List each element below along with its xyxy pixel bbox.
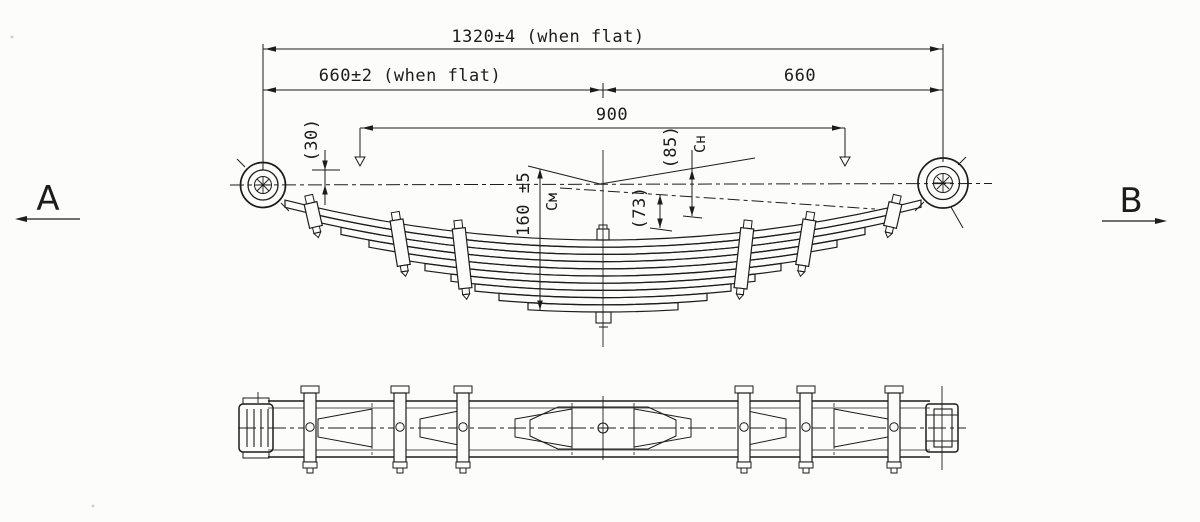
dim-free-camber-symbol: См bbox=[543, 192, 561, 212]
line bbox=[230, 184, 992, 186]
rebound-clip-part bbox=[887, 462, 901, 468]
dim-loaded-camber-symbol: Сн bbox=[691, 134, 709, 154]
load-point-markers bbox=[355, 157, 850, 166]
scan-artifacts bbox=[11, 36, 95, 508]
dim-left-half: 660±2 (when flat) bbox=[318, 66, 502, 86]
rebound-clip-part bbox=[401, 271, 409, 277]
line bbox=[683, 216, 702, 218]
dim-loaded-camber: (85) bbox=[661, 125, 681, 169]
arrowhead bbox=[605, 87, 616, 93]
side-view bbox=[237, 157, 968, 327]
line bbox=[560, 188, 875, 209]
arrowhead bbox=[322, 161, 328, 171]
arrowhead bbox=[362, 125, 373, 131]
rebound-clip-part bbox=[797, 271, 805, 277]
line bbox=[650, 228, 672, 231]
rebound-clip-part bbox=[797, 386, 815, 393]
rebound-clip-part bbox=[456, 462, 470, 468]
view-label-b: B bbox=[1119, 181, 1143, 221]
arrowhead bbox=[657, 195, 663, 205]
rebound-clip-plan bbox=[797, 386, 815, 473]
arrowhead bbox=[930, 46, 941, 52]
rebound-clip-part bbox=[314, 232, 322, 238]
rebound-clip-part bbox=[301, 386, 319, 393]
arrowhead bbox=[930, 87, 941, 93]
rebound-clip-plan bbox=[885, 386, 903, 473]
plan-view bbox=[239, 386, 958, 473]
rebound-clip-part bbox=[735, 386, 753, 393]
rebound-clip-part bbox=[390, 219, 410, 266]
rebound-clip-part bbox=[397, 468, 403, 473]
dim-right-half: 660 bbox=[783, 66, 817, 86]
dimension-and-center-lines bbox=[20, 44, 1162, 470]
dim-eye-offset: (30) bbox=[302, 118, 322, 162]
rebound-clip-plan bbox=[735, 386, 753, 473]
arrowhead bbox=[537, 169, 543, 179]
rebound-clip-plan bbox=[454, 386, 472, 473]
rebound-clip-plan bbox=[391, 386, 409, 473]
rebound-clip-plan bbox=[301, 386, 319, 473]
rebound-clip-part bbox=[391, 386, 409, 393]
dim-free-camber: 160 ±5 bbox=[514, 171, 534, 237]
arrowhead bbox=[537, 301, 543, 311]
right-spring-eye bbox=[915, 157, 968, 228]
view-direction-arrows bbox=[15, 216, 1167, 224]
arrowhead bbox=[689, 170, 695, 180]
eye-bushing-hatch bbox=[934, 174, 952, 192]
rebound-clip-part bbox=[884, 232, 892, 238]
rebound-clip-part bbox=[803, 468, 809, 473]
rebound-clip-part bbox=[736, 294, 744, 300]
rebound-clip-part bbox=[734, 228, 754, 289]
rebound-clip-part bbox=[393, 462, 407, 468]
dim-overall-length: 1320±4 (when flat) bbox=[451, 27, 645, 47]
rebound-clip-part bbox=[452, 228, 472, 289]
view-label-a: A bbox=[36, 179, 60, 219]
rebound-clip-part bbox=[885, 386, 903, 393]
arrowhead bbox=[832, 125, 843, 131]
rebound-clip-part bbox=[891, 468, 897, 473]
rebound-clip-part bbox=[463, 294, 471, 300]
rebound-clip-part bbox=[799, 462, 813, 468]
rebound-clip-part bbox=[884, 202, 902, 229]
dim-center-span: 900 bbox=[595, 105, 629, 125]
arrowhead bbox=[322, 185, 328, 195]
arrowhead bbox=[265, 87, 276, 93]
rebound-clip-part bbox=[454, 386, 472, 393]
arrowhead bbox=[689, 207, 695, 217]
dim-aux-camber: (73) bbox=[630, 186, 650, 230]
rebound-clip-part bbox=[307, 468, 313, 473]
arrowhead bbox=[265, 46, 276, 52]
arrowhead bbox=[657, 219, 663, 229]
eye-bushing-hatch bbox=[255, 177, 271, 193]
rebound-clip-part bbox=[741, 468, 747, 473]
rebound-clip-part bbox=[796, 219, 816, 266]
rebound-clip-part bbox=[737, 462, 751, 468]
rebound-clip-part bbox=[460, 468, 466, 473]
rebound-clip-part bbox=[304, 202, 322, 229]
rebound-clips-plan-view bbox=[301, 386, 903, 473]
arrowhead bbox=[590, 87, 601, 93]
rebound-clip-part bbox=[303, 462, 317, 468]
